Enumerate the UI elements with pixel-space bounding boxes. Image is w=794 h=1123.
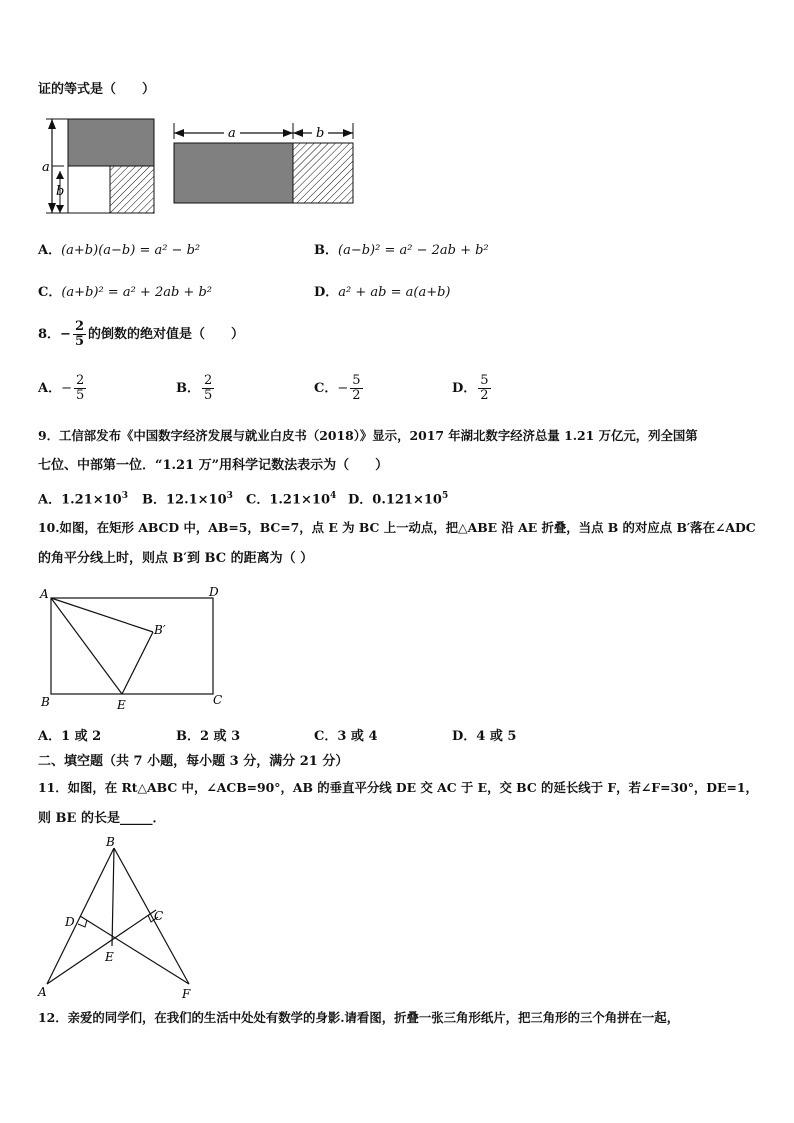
q7-option-a: A．(a+b)(a−b) = a² − b²: [38, 243, 201, 258]
q8-option-c: C．− $\frac{5}{2}$: [314, 373, 361, 403]
q9-stem-line2: 七位、中部第一位．“1.21 万”用科学记数法表示为（ ）: [38, 458, 389, 473]
q11-figure: [30, 834, 210, 1004]
q10-option-d: D．4 或 5: [452, 729, 517, 744]
q8-option-d: D． $\frac{5}{2}$: [452, 373, 489, 403]
q7-stem: 证的等式是（ ）: [38, 82, 156, 97]
q11-label-c: C: [154, 909, 164, 923]
q9-option-c: C．$1.21\times 10^4$: [246, 491, 337, 508]
q10-label-bprime: B′: [154, 623, 166, 637]
q11-stem-line1: 11．如图，在 Rt△ABC 中，∠ACB=90°，AB 的垂直平分线 DE 交 AC 于 E，交 BC 的延长线于 F，若∠F=30°，DE=1，: [38, 780, 758, 795]
q10-option-b: B．2 或 3: [176, 729, 241, 744]
q7-label-b-right: b: [316, 126, 325, 141]
q10-label-e: E: [117, 698, 126, 712]
q7-label-a-left: a: [42, 160, 50, 175]
q12-stem-line1: 12．亲爱的同学们，在我们的生活中处处有数学的身影.请看图，折叠一张三角形纸片，把三角形的三个角拼在一起，: [38, 1010, 680, 1025]
q10-option-a: A．1 或 2: [38, 729, 102, 744]
q9-stem-line1: 9．工信部发布《中国数字经济发展与就业白皮书（2018）》显示，2017 年湖北数字经济总量 1.21 万亿元，列全国第: [38, 428, 698, 443]
q7-label-b-left: b: [56, 184, 65, 199]
q7-option-c: C．(a+b)² = a² + 2ab + b²: [38, 285, 212, 300]
q10-option-c: C．3 或 4: [314, 729, 378, 744]
q7-figure: [40, 113, 360, 221]
q8-option-b: B． $\frac{2}{5}$: [176, 373, 213, 403]
q11-label-e: E: [105, 950, 114, 964]
q7-label-a-right: a: [228, 126, 236, 141]
q10-label-c: C: [213, 693, 223, 707]
q11-label-a: A: [38, 985, 47, 999]
q8-stem: 8．− $\frac{2}{5}$ 的倒数的绝对值是（ ）: [38, 319, 245, 349]
q10-stem-line2: 的角平分线上时，则点 B′到 BC 的距离为（ ）: [38, 551, 314, 566]
q10-label-a: A: [40, 587, 49, 601]
q11-label-f: F: [182, 987, 191, 1001]
q9-option-d: D．$0.121\times 10^5$: [348, 491, 449, 508]
q10-stem-line1: 10.如图，在矩形 ABCD 中，AB=5，BC=7，点 E 为 BC 上一动点，把△ABE 沿 AE 折叠，当点 B 的对应点 B′落在∠ADC: [38, 520, 756, 535]
q7-option-d: D．a² + ab = a(a+b): [314, 285, 451, 300]
q9-option-a: A．$1.21\times 10^3$: [38, 491, 128, 508]
q8-option-a: A．− $\frac{2}{5}$: [38, 373, 85, 403]
q10-figure: [36, 580, 236, 712]
q11-stem-line2: 则 BE 的长是_____．: [38, 811, 166, 826]
q11-label-d: D: [65, 915, 75, 929]
section-heading: 二、填空题（共 7 小题，每小题 3 分，满分 21 分）: [38, 754, 349, 769]
q11-label-b: B: [106, 835, 115, 849]
q9-option-b: B．$12.1\times 10^3$: [142, 491, 233, 508]
q7-option-b: B．(a−b)² = a² − 2ab + b²: [314, 243, 489, 258]
q10-label-d: D: [209, 585, 219, 599]
q10-label-b: B: [41, 695, 50, 709]
